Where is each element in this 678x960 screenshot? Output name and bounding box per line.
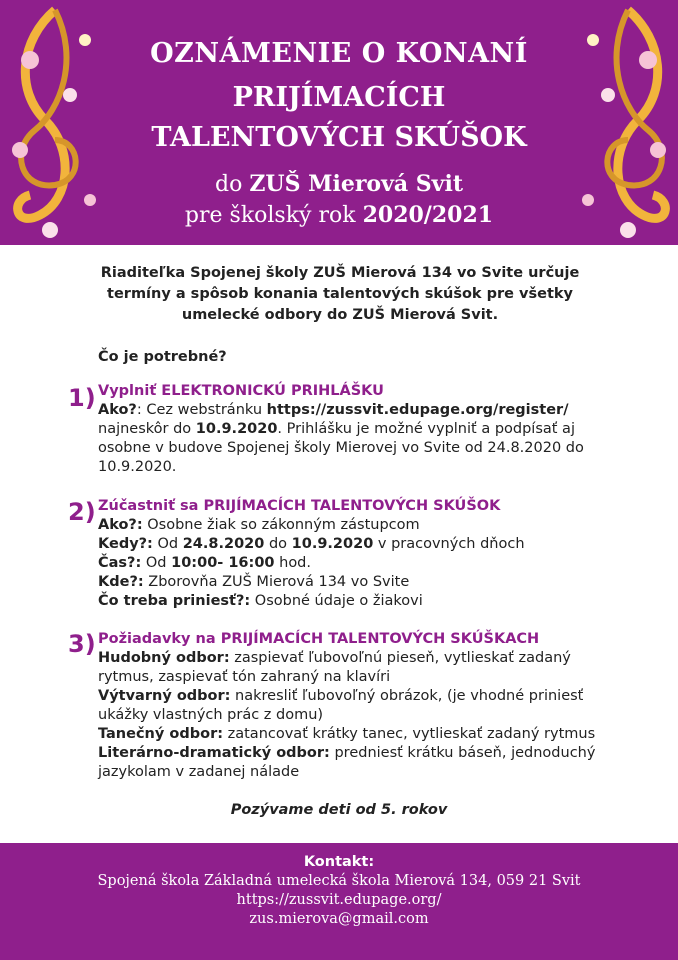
title-line-2: PRIJÍMACÍCH: [232, 82, 446, 113]
section-2-number: 2): [68, 498, 96, 526]
title-line-3: TALENTOVÝCH SKÚŠOK: [151, 122, 527, 153]
contact-heading: Kontakt:: [303, 854, 375, 870]
register-link[interactable]: https://zussvit.edupage.org/register/: [266, 402, 569, 418]
section-3-number: 3): [68, 630, 96, 658]
header-banner: [0, 0, 678, 245]
subtitle-school-year: pre školský rok 2020/2021: [184, 202, 494, 228]
intro-paragraph: Riaditeľka Spojenej školy ZUŠ Mierová 134 vo Svite určuje termíny a spôsob konania talentových skúšok pre všetky umelecké odbory do ZUŠ Mierová Svit.: [100, 265, 580, 323]
treble-clef-flowers-decoration: [568, 0, 678, 245]
section-1: Vyplniť ELEKTRONICKÚ PRIHLÁŠKU Ako?: Cez webstránku https://zussvit.edupage.org/register/ najneskôr do 10.9.2020. Prihlášku je možné vyplniť a podpísať aj osobne v budove Spojenej školy Mierovej vo Svite od 24.8.2020 do 10.9.2020.: [98, 382, 638, 477]
section-1-number: 1): [68, 384, 96, 412]
section-3-heading: Požiadavky na PRIJÍMACÍCH TALENTOVÝCH SKÚŠKACH: [98, 631, 540, 647]
section-1-heading: Vyplniť ELEKTRONICKÚ PRIHLÁŠKU: [98, 383, 384, 399]
contact-address: Spojená škola Základná umelecká škola Mierová 134, 059 21 Svit: [97, 873, 581, 889]
section-2-heading: Zúčastniť sa PRIJÍMACÍCH TALENTOVÝCH SKÚŠOK: [98, 498, 501, 514]
contact-email-link[interactable]: zus.mierova@gmail.com: [249, 911, 429, 927]
title-line-1: OZNÁMENIE O KONANÍ: [150, 38, 528, 69]
section-2: Zúčastniť sa PRIJÍMACÍCH TALENTOVÝCH SKÚŠOK Ako?: Osobne žiak so zákonným zástupcom Kedy?: Od 24.8.2020 do 10.9.2020 v pracovných dňoch Čas?: Od 10:00- 16:00 hod. Kde?: Zborovňa ZUŠ Mierová 134 vo Svite Čo treba priniesť?: Osobné údaje o žiakovi: [98, 497, 638, 611]
contact-footer: [0, 843, 678, 960]
need-heading: Čo je potrebné?: [98, 349, 227, 365]
subtitle-school: do ZUŠ Mierová Svit: [215, 171, 463, 197]
contact-website-link[interactable]: https://zussvit.edupage.org/: [236, 892, 442, 908]
treble-clef-flowers-decoration: [0, 0, 110, 245]
section-3: Požiadavky na PRIJÍMACÍCH TALENTOVÝCH SKÚŠKACH Hudobný odbor: zaspievať ľubovoľnú pieseň, vytlieskať zadaný rytmus, zaspievať tón zahraný na klavíri Výtvarný odbor: nakresliť ľubovoľný obrázok, (je vhodné priniesť ukážky vlastných prác z domu) Tanečný odbor: zatancovať krátky tanec, vytlieskať zadaný rytmus Literárno-dramatický odbor: predniesť krátku báseň, jednoduchý jazykolam v zadanej nálade: [98, 630, 638, 782]
invitation-text: Pozývame deti od 5. rokov: [230, 802, 448, 818]
